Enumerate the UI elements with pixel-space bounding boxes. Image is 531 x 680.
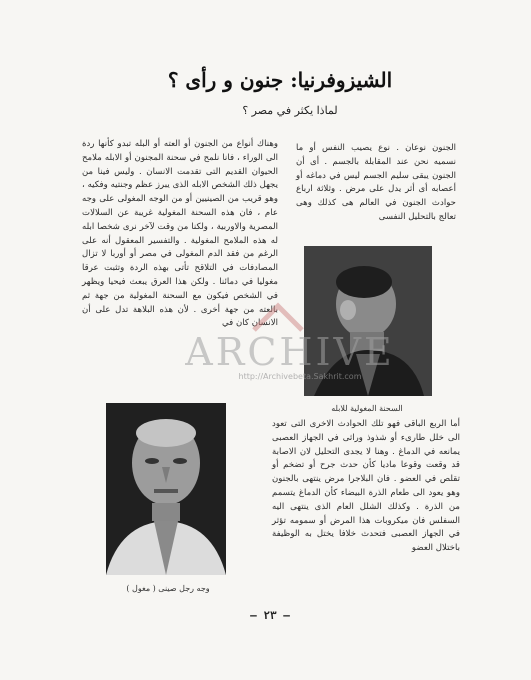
text-column-right-bottom bbox=[272, 418, 460, 556]
text-column-right-top bbox=[296, 142, 456, 225]
paragraph-left: وهناك أنواع من الجنون أو العته أو البله تبدو كأنها ردة الى الوراء ، فانا نلمح في سحنة المجنون أو الابله ملامح الحيوان القديم التى تقدمت الانسان . وليس فينا من يجهل ذلك الشخص الابله الذى يبرز عظم وجنتيه وفكيه ، وهو قريب من الصينيين أو من الوجه المغولى على وجه عام ، فان هذه السحنة المغولية غريبة عن السلالات المصرية والاوربية ، ولكنا من وقت لآخر نرى شخصا ابله له هذه الملامح المغولية . والتفسير المعقول أنه على الرغم من فقد الدم المغولى في مصر أو أوربا لا تزال المصادفات في التلاقح تأتى بهذه الردة وتثبت عرقا مغوليا في دمائنا . ولكن هذا العرق يبعث فيحيا ويظهر في الشخص فيكون مع السحنة المغولية من جهة ثم بالعته من جهة أخرى . لأن هذه البلاهة تدل على أن الانسان كان في bbox=[82, 139, 278, 329]
watermark-url: http://Archivebeta.Sakhrit.com bbox=[238, 372, 362, 381]
page-number: — ٢٣ — bbox=[250, 609, 290, 622]
archive-logo-icon bbox=[252, 302, 304, 332]
paragraph-right-bottom: أما الربع الباقى فهو تلك الحوادث الاخرى التى تعود الى خلل طارىء أو شذوذ وراثى في الجهاز العصبى يمانعه في الدماغ . وهنا لا يجدى التحليل لان الاصابة قد وقعت وقوعا ماديا كأن حدث جرح أو تضخم أو تقلص في العضو . فان البلاجرا مرض ينتهى بالجنون وهو يعود الى طعام الذرة البيضاء كأن الدماغ يتسمم من الذرة . وكذلك الشلل العام الذى ينتهى اليه السفلس فان ميكروبات هذا المرض أو سمومه تؤثر في الجهاز العصبى فتحدث خلافا يختل به الوظيفة باختلال العضو bbox=[272, 419, 460, 554]
article-title: الشيزوفرنيا: جنون و رأى ؟ bbox=[167, 68, 393, 92]
paragraph-right-top: الجنون نوعان . نوع يصيب النفس أو ما نسميه نحن عند المقابلة بالجسم . أى أن الجنون يبقى سليم الجسم ليس في دماغه أو أعصابه أى أثر يدل على مرض . وثلاثة ارباع حوادث الجنون في العالم هى كذلك وهى تعالج بالتحليل النفسى bbox=[296, 143, 456, 222]
portrait-frontal-image bbox=[106, 403, 226, 575]
watermark-text: ARCHIVE bbox=[185, 330, 395, 374]
text-column-left bbox=[82, 138, 278, 331]
photo-2-caption: وجه رجل صينى ( مغول ) bbox=[126, 584, 210, 593]
article-subtitle: لماذا يكثر في مصر ؟ bbox=[242, 104, 338, 117]
photo-1-caption: السحنة المغولية للابله bbox=[331, 404, 403, 413]
photo-chinese-man bbox=[106, 403, 226, 575]
